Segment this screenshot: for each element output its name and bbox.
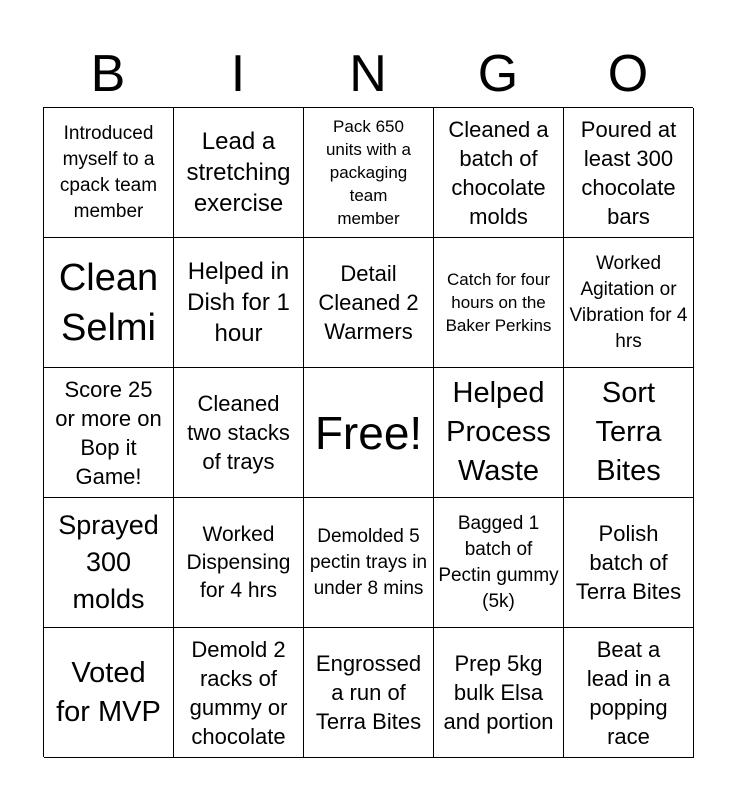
cell-label: Demolded 5 pectin trays in under 8 mins (309, 525, 428, 599)
cell-label: Worked Dispensing for 4 hrs (186, 522, 291, 602)
cell-label: Catch for four hours on the Baker Perkins (445, 270, 552, 335)
bingo-cell-5-2[interactable] (174, 628, 304, 758)
cell-label: Cleaned a batch of chocolate molds (448, 116, 549, 229)
bingo-cell-4-3[interactable] (304, 498, 434, 628)
cell-label: Engrossed a run of Terra Bites (315, 651, 422, 734)
bingo-cell-2-2[interactable] (174, 238, 304, 368)
bingo-cell-1-4[interactable] (434, 108, 564, 238)
cell-label: Helped Process Waste (446, 377, 551, 487)
bingo-cell-2-1[interactable] (44, 238, 174, 368)
bingo-cell-5-4[interactable] (434, 628, 564, 758)
cell-label: Detail Cleaned 2 Warmers (318, 261, 419, 344)
header-letter-n: N (349, 45, 387, 103)
header-letter-g: G (477, 45, 519, 103)
cell-label: Lead a stretching exercise (186, 128, 291, 217)
bingo-cell-2-3[interactable] (304, 238, 434, 368)
bingo-board (43, 107, 693, 757)
cell-label: Cleaned two stacks of trays (187, 391, 290, 474)
cell-label: Pack 650 units with a packaging team member (325, 117, 412, 228)
bingo-cell-5-5[interactable] (564, 628, 694, 758)
cell-label: Demold 2 racks of gummy or chocolate (189, 636, 288, 749)
bingo-cell-4-2[interactable] (174, 498, 304, 628)
bingo-cell-1-3[interactable] (304, 108, 434, 238)
header-letter-b: B (90, 45, 126, 103)
bingo-cell-4-4[interactable] (434, 498, 564, 628)
header-letter-o: O (607, 45, 649, 103)
cell-label: Beat a lead in a popping race (586, 636, 671, 749)
header-letter-i: I (230, 45, 246, 103)
bingo-cell-5-3[interactable] (304, 628, 434, 758)
cell-label: Sort Terra Bites (595, 377, 662, 487)
bingo-cell-2-4[interactable] (434, 238, 564, 368)
cell-label: Score 25 or more on Bop it Game! (55, 376, 162, 489)
bingo-cell-1-1[interactable] (44, 108, 174, 238)
bingo-cell-5-1[interactable] (44, 628, 174, 758)
bingo-cell-2-5[interactable] (564, 238, 694, 368)
cell-label: Sprayed 300 molds (58, 510, 159, 614)
cell-label: Free! (314, 406, 423, 459)
cell-label: Introduced myself to a cpack team member (59, 122, 158, 222)
bingo-cell-3-3[interactable] (304, 368, 434, 498)
bingo-cell-1-5[interactable] (564, 108, 694, 238)
bingo-cell-4-5[interactable] (564, 498, 694, 628)
bingo-cell-3-4[interactable] (434, 368, 564, 498)
cell-label: Polish batch of Terra Bites (575, 521, 682, 604)
cell-label: Prep 5kg bulk Elsa and portion (443, 651, 554, 734)
bingo-cell-3-2[interactable] (174, 368, 304, 498)
bingo-cell-4-1[interactable] (44, 498, 174, 628)
cell-label: Helped in Dish for 1 hour (187, 258, 290, 347)
cell-label: Poured at least 300 chocolate bars (580, 116, 677, 229)
cell-label: Bagged 1 batch of Pectin gummy (5k) (438, 512, 559, 612)
bingo-cell-3-5[interactable] (564, 368, 694, 498)
bingo-cell-3-1[interactable] (44, 368, 174, 498)
cell-label: Worked Agitation or Vibration for 4 hrs (569, 252, 688, 352)
bingo-cell-1-2[interactable] (174, 108, 304, 238)
cell-label: Clean Selmi (58, 256, 159, 349)
bingo-header (43, 38, 693, 110)
cell-label: Voted for MVP (56, 656, 161, 728)
